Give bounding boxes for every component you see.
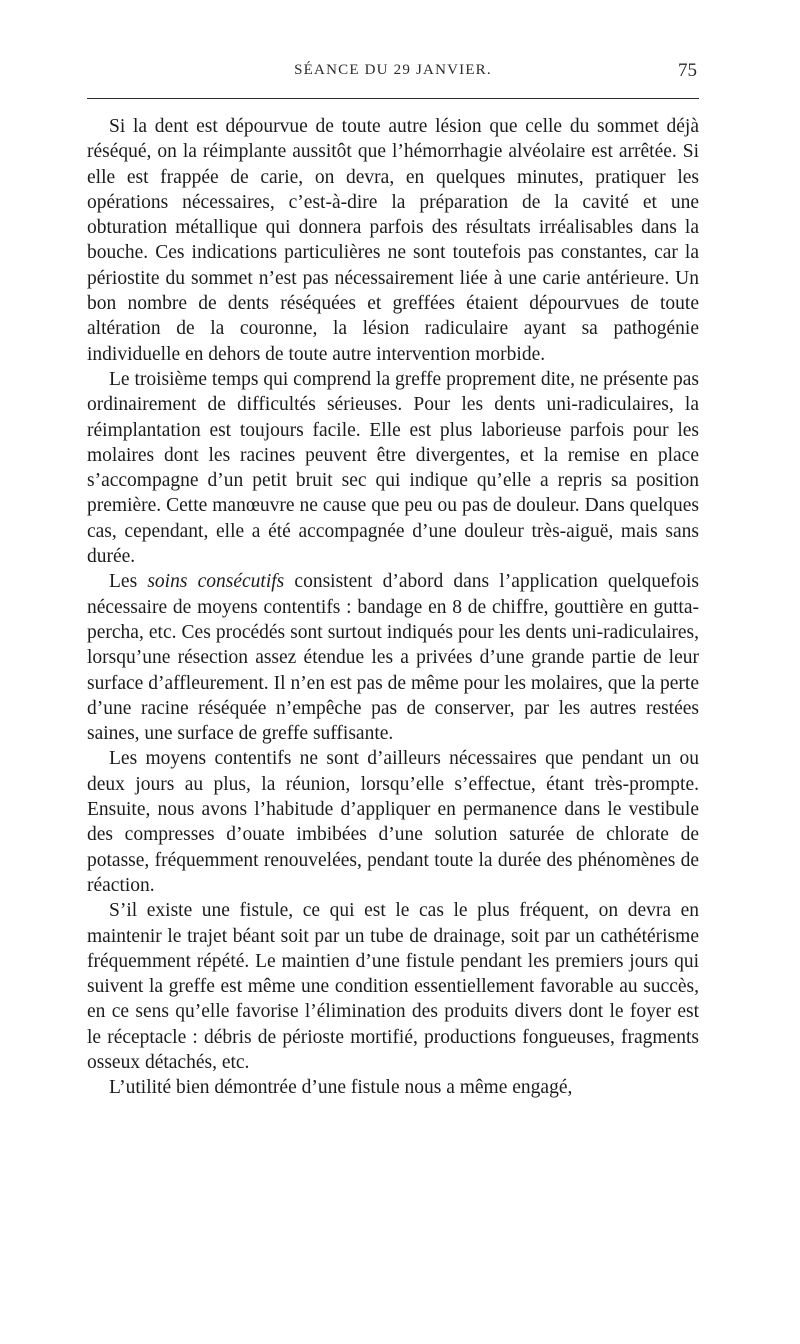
paragraph-3	[87, 569, 699, 746]
running-head	[87, 60, 699, 86]
paragraph-1: Si la dent est dépourvue de toute autre lésion que celle du sommet déjà réséqué, on la réimplante aussitôt que l’hémorrhagie alvéolaire est arrêtée. Si elle est frappée de carie, on devra, en quelques minutes, pratiquer les opérations nécessaires, c’est-à-dire la préparation de la cavité et une obturation métallique qui donnera parfois des résultats irréalisables dans la bouche. Ces indications particulières ne sont toutefois pas constantes, car la périostite du sommet n’est pas nécessairement liée à une carie antérieure. Un bon nombre de dents réséquées et greffées étaient dépourvues de toute altération de la couronne, la lésion radiculaire ayant sa pathogénie individuelle en dehors de toute autre intervention morbide.	[87, 116, 699, 365]
running-title: SÉANCE DU 29 JANVIER.	[294, 62, 492, 78]
paragraph-5: S’il existe une fistule, ce qui est le cas le plus fréquent, on devra en maintenir le trajet béant soit par un tube de drainage, soit par un cathétérisme fréquemment répété. Le maintien d’une fistule pendant les premiers jours qui suivent la greffe est même une condition essentiellement favorable au succès, en ce sens qu’elle favorise l’élimination des produits divers dont le foyer est le réceptacle : débris de périoste mortifié, productions fongueuses, fragments osseux détachés, etc.	[87, 900, 699, 1073]
italic-term: soins consécutifs	[147, 571, 285, 593]
header-rule	[87, 98, 699, 99]
paragraph-4: Les moyens contentifs ne sont d’ailleurs nécessaires que pendant un ou deux jours au plus, la réunion, lorsqu’elle s’effectue, étant très-prompte. Ensuite, nous avons l’habitude d’appliquer en permanence dans le vestibule des compresses d’ouate imbibées d’une solution saturée de chlorate de potasse, fréquemment renouvelées, pendant toute la durée des phénomènes de réaction.	[87, 748, 699, 896]
paragraph-3-start: Les	[109, 571, 148, 593]
page-number: 75	[678, 60, 697, 81]
paragraph-3-rest: consistent d’abord dans l’application quelquefois nécessaire de moyens contentifs : bandage en 8 de chiffre, gouttière en gutta-percha, etc. Ces procédés sont surtout indiqués pour les dents uni-radiculaires, lorsqu’une résection assez étendue les a privées d’une grande partie de leur surface d’affleurement. Il n’en est pas de même pour les molaires, que la perte d’une racine réséquée n’empêche pas de conserver, par les autres restées saines, une surface de greffe suffisante.	[87, 571, 699, 745]
paragraph-6: L’utilité bien démontrée d’une fistule nous a même engagé,	[109, 1077, 573, 1099]
paragraph-2: Le troisième temps qui comprend la greffe proprement dite, ne présente pas ordinairement de difficultés sérieuses. Pour les dents uni-radiculaires, la réimplantation est toujours facile. Elle est plus laborieuse parfois pour les molaires dont les racines peuvent être divergentes, et la remise en place s’accompagne d’un petit bruit sec qui indique qu’elle a repris sa position première. Cette manœuvre ne cause que peu ou pas de douleur. Dans quelques cas, cependant, elle a été accompagnée d’une douleur très-aiguë, mais sans durée.	[87, 368, 699, 568]
body-text	[87, 114, 699, 1101]
